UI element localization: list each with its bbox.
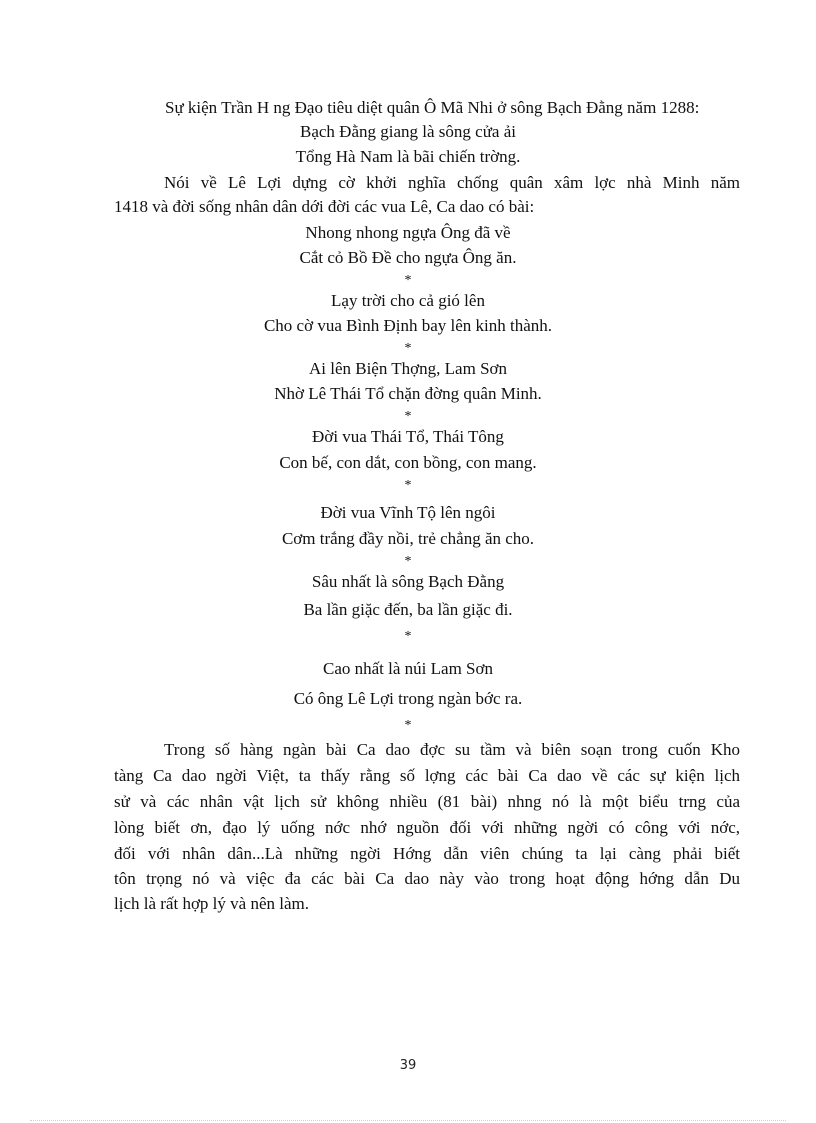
separator: * [404, 341, 412, 356]
verse-3-line-1: Ai lên Biện Thợng, Lam Sơn [308, 359, 508, 378]
verse-7-line-2: Có ông Lê Lợi trong ngàn bớc ra. [293, 689, 523, 708]
verse-7-line-1: Cao nhất là núi Lam Sơn [323, 659, 493, 678]
para2-line-3: sử và các nhân vật lịch sử không nhiều (81 bài) nhng nó là một biểu trng của [114, 792, 740, 811]
separator: * [404, 409, 412, 424]
separator: * [404, 629, 412, 644]
verse-6-line-2: Ba lần giặc đến, ba lần giặc đi. [303, 600, 513, 619]
para2-line-5: đối với nhân dân...Là những ngời Hớng dẫn viên chúng ta lại càng phải biết [114, 844, 740, 863]
para2-line-6: tôn trọng nó và việc đa các bài Ca dao này vào trong hoạt động hớng dẫn Du [114, 869, 740, 888]
para1-line-2: 1418 và đời sống nhân dân dới đời các vua Lê, Ca dao có bài: [114, 197, 535, 216]
intro-verse-line-2: Tổng Hà Nam là bãi chiến trờng. [295, 147, 521, 166]
verse-4-line-1: Đời vua Thái Tổ, Thái Tông [312, 427, 504, 446]
verse-1-line-1: Nhong nhong ngựa Ông đã về [305, 223, 511, 242]
separator: * [404, 273, 412, 288]
bottom-divider [30, 1120, 786, 1121]
verse-1-line-2: Cắt cỏ Bồ Đề cho ngựa Ông ăn. [299, 248, 517, 267]
verse-3-line-2: Nhờ Lê Thái Tổ chặn đờng quân Minh. [274, 384, 542, 403]
separator: * [404, 718, 412, 733]
intro-line-1: Sự kiện Trần H ng Đạo tiêu diệt quân Ô Mã Nhi ở sông Bạch Đằng năm 1288: [165, 98, 700, 117]
para2-line-2: tàng Ca dao ngời Việt, ta thấy rằng số lợng các bài Ca dao về các sự kiện lịch [114, 766, 740, 785]
verse-5-line-1: Đời vua Vĩnh Tộ lên ngôi [320, 503, 496, 522]
page-number: 39 [399, 1058, 417, 1073]
verse-2-line-2: Cho cờ vua Bình Định bay lên kinh thành. [263, 316, 553, 335]
intro-verse-line-1: Bạch Đằng giang là sông cửa ải [300, 122, 516, 141]
separator: * [404, 478, 412, 493]
verse-4-line-2: Con bế, con dắt, con bồng, con mang. [279, 453, 537, 472]
para2-line-1: Trong số hàng ngàn bài Ca dao đợc su tầm và biên soạn trong cuốn Kho [164, 740, 740, 759]
verse-6-line-1: Sâu nhất là sông Bạch Đằng [311, 572, 505, 591]
verse-2-line-1: Lạy trời cho cả gió lên [331, 291, 485, 310]
para2-line-7: lịch là rất hợp lý và nên làm. [114, 894, 309, 913]
verse-5-line-2: Cơm trắng đầy nồi, trẻ chẳng ăn cho. [281, 529, 535, 548]
para2-line-4: lòng biết ơn, đạo lý uống nớc nhớ nguồn đối với những ngời có công với nớc, [114, 818, 740, 837]
separator: * [404, 554, 412, 569]
para1-line-1: Nói về Lê Lợi dựng cờ khởi nghĩa chống quân xâm lợc nhà Minh năm [164, 173, 740, 192]
